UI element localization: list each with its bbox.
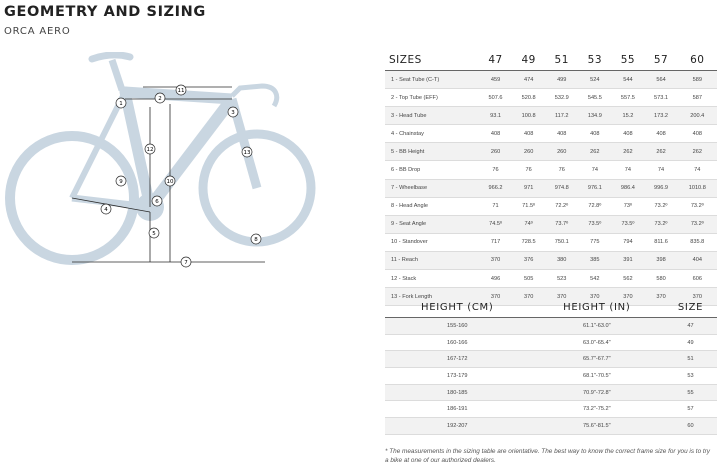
measurement-value: 408 — [578, 125, 611, 143]
measurement-value: 966.2 — [479, 179, 512, 197]
measurement-value: 370 — [678, 288, 717, 306]
measurement-value: 262 — [578, 143, 611, 161]
measurement-value: 408 — [611, 125, 644, 143]
measurement-value: 262 — [644, 143, 677, 161]
measurement-label: 3 - Head Tube — [385, 107, 479, 125]
geometry-row — [385, 161, 717, 179]
measurement-value: 717 — [479, 233, 512, 251]
measurement-value: 134.9 — [578, 107, 611, 125]
measurement-value: 580 — [644, 270, 677, 288]
height-row — [385, 351, 717, 368]
measurement-value: 74 — [578, 161, 611, 179]
geometry-row — [385, 143, 717, 161]
geometry-row — [385, 71, 717, 89]
measurement-value: 73.2º — [678, 197, 717, 215]
measurement-value: 100.8 — [512, 107, 545, 125]
measurement-label: 9 - Seat Angle — [385, 215, 479, 233]
measurement-value: 398 — [644, 251, 677, 269]
measurement-value: 370 — [611, 288, 644, 306]
height-in-header: HEIGHT (IN) — [530, 297, 664, 318]
measurement-value: 76 — [545, 161, 578, 179]
size-column-header: SIZE — [664, 297, 717, 318]
measurement-value: 76 — [479, 161, 512, 179]
size-header: 51 — [545, 50, 578, 71]
height-row — [385, 401, 717, 418]
measurement-value: 499 — [545, 71, 578, 89]
measurement-value: 811.6 — [644, 233, 677, 251]
measurement-value: 370 — [512, 288, 545, 306]
height-in-cell: 61.1"-63.0" — [530, 318, 664, 335]
measurement-value: 408 — [479, 125, 512, 143]
height-header-row — [385, 297, 717, 318]
size-header: 60 — [678, 50, 717, 71]
measurement-label: 2 - Top Tube (EFF) — [385, 89, 479, 107]
measurement-value: 408 — [644, 125, 677, 143]
page-subtitle: ORCA AERO — [4, 26, 71, 37]
measurement-value: 117.2 — [545, 107, 578, 125]
bike-silhouette — [10, 60, 311, 260]
height-in-cell: 70.9"-72.8" — [530, 384, 664, 401]
measurement-value: 73.7º — [545, 215, 578, 233]
svg-text:11: 11 — [177, 88, 185, 94]
seatpost — [112, 60, 122, 90]
handlebar — [232, 86, 277, 106]
measurement-value: 15.2 — [611, 107, 644, 125]
size-header: 53 — [578, 50, 611, 71]
measurement-value: 73.2º — [644, 215, 677, 233]
measurement-value: 74 — [644, 161, 677, 179]
page-title: GEOMETRY AND SIZING — [4, 4, 206, 20]
marker-5 — [149, 228, 159, 238]
measurement-value: 557.5 — [611, 89, 644, 107]
marker-12 — [145, 144, 155, 154]
measurement-value: 974.8 — [545, 179, 578, 197]
height-size-table — [385, 297, 717, 435]
geometry-row — [385, 125, 717, 143]
height-cm-cell: 186-191 — [385, 401, 530, 418]
marker-2 — [155, 93, 165, 103]
height-row — [385, 384, 717, 401]
measurement-value: 542 — [578, 270, 611, 288]
svg-text:5: 5 — [152, 231, 156, 237]
measurement-value: 370 — [479, 288, 512, 306]
svg-text:2: 2 — [158, 96, 162, 102]
measurement-value: 587 — [678, 89, 717, 107]
height-cm-cell: 173-179 — [385, 368, 530, 385]
measurement-value: 73.2º — [644, 197, 677, 215]
measurement-value: 524 — [578, 71, 611, 89]
measurement-value: 76 — [512, 161, 545, 179]
measurement-value: 71 — [479, 197, 512, 215]
measurement-value: 370 — [578, 288, 611, 306]
size-cell: 55 — [664, 384, 717, 401]
height-in-cell: 63.0"-65.4" — [530, 334, 664, 351]
size-cell: 47 — [664, 318, 717, 335]
footnote: * The measurements in the sizing table are orientative. The best way to know the correct frame size for you is to try a bike at one of our authorized dealers. — [385, 448, 711, 464]
measurement-value: 976.1 — [578, 179, 611, 197]
svg-text:3: 3 — [231, 110, 235, 116]
height-cm-cell: 155-160 — [385, 318, 530, 335]
marker-1 — [116, 98, 126, 108]
geometry-row — [385, 215, 717, 233]
measurement-value: 606 — [678, 270, 717, 288]
height-cm-cell: 167-172 — [385, 351, 530, 368]
saddle — [92, 55, 130, 59]
measurement-label: 7 - Wheelbase — [385, 179, 479, 197]
measurement-label: 6 - BB Drop — [385, 161, 479, 179]
measurement-value: 72.2º — [545, 197, 578, 215]
height-row — [385, 334, 717, 351]
measurement-label: 4 - Chainstay — [385, 125, 479, 143]
measurement-value: 262 — [611, 143, 644, 161]
size-cell: 51 — [664, 351, 717, 368]
geometry-row — [385, 197, 717, 215]
size-cell: 49 — [664, 334, 717, 351]
height-in-cell: 65.7"-67.7" — [530, 351, 664, 368]
bike-geometry-diagram — [0, 52, 372, 277]
marker-6 — [152, 196, 162, 206]
geometry-table-body — [385, 71, 717, 306]
svg-text:1: 1 — [119, 101, 123, 107]
measurement-value: 474 — [512, 71, 545, 89]
sizes-label: SIZES — [385, 50, 479, 71]
measurement-value: 1010.8 — [678, 179, 717, 197]
geometry-table — [385, 50, 717, 306]
height-row — [385, 418, 717, 435]
measurement-value: 260 — [545, 143, 578, 161]
height-cm-cell: 180-185 — [385, 384, 530, 401]
geometry-row — [385, 107, 717, 125]
height-row — [385, 318, 717, 335]
measurement-value: 73.5º — [611, 215, 644, 233]
measurement-label: 11 - Reach — [385, 251, 479, 269]
measurement-value: 408 — [678, 125, 717, 143]
measurement-value: 74.5º — [479, 215, 512, 233]
measurement-value: 523 — [545, 270, 578, 288]
svg-text:8: 8 — [254, 237, 258, 243]
measurement-value: 750.1 — [545, 233, 578, 251]
measurement-value: 74 — [611, 161, 644, 179]
measurement-value: 562 — [611, 270, 644, 288]
geometry-row — [385, 89, 717, 107]
measurement-value: 380 — [545, 251, 578, 269]
size-header: 47 — [479, 50, 512, 71]
size-cell: 53 — [664, 368, 717, 385]
measurement-label: 5 - BB Height — [385, 143, 479, 161]
measurement-value: 73.5º — [578, 215, 611, 233]
size-header: 55 — [611, 50, 644, 71]
svg-text:4: 4 — [104, 207, 108, 213]
height-table-body — [385, 318, 717, 435]
svg-text:9: 9 — [119, 179, 123, 185]
measurement-value: 260 — [512, 143, 545, 161]
marker-10 — [165, 176, 175, 186]
measurement-value: 545.5 — [578, 89, 611, 107]
measurement-value: 544 — [611, 71, 644, 89]
measurement-value: 507.6 — [479, 89, 512, 107]
measurement-value: 200.4 — [678, 107, 717, 125]
measurement-label: 12 - Stack — [385, 270, 479, 288]
measurement-value: 532.9 — [545, 89, 578, 107]
measurement-value: 794 — [611, 233, 644, 251]
measurement-value: 391 — [611, 251, 644, 269]
measurement-label: 1 - Seat Tube (C-T) — [385, 71, 479, 89]
measurement-value: 74º — [512, 215, 545, 233]
measurement-value: 835.8 — [678, 233, 717, 251]
measurement-value: 370 — [644, 288, 677, 306]
size-header: 57 — [644, 50, 677, 71]
height-row — [385, 368, 717, 385]
geometry-row — [385, 179, 717, 197]
marker-11 — [176, 85, 186, 95]
measurement-value: 71.5º — [512, 197, 545, 215]
height-cm-header: HEIGHT (CM) — [385, 297, 530, 318]
measurement-value: 775 — [578, 233, 611, 251]
measurement-value: 404 — [678, 251, 717, 269]
measurement-value: 971 — [512, 179, 545, 197]
measurement-value: 408 — [512, 125, 545, 143]
geometry-header-row — [385, 50, 717, 71]
measurement-value: 520.8 — [512, 89, 545, 107]
size-cell: 60 — [664, 418, 717, 435]
svg-text:12: 12 — [146, 147, 154, 153]
measurement-label: 13 - Fork Length — [385, 288, 479, 306]
size-header: 49 — [512, 50, 545, 71]
marker-13 — [242, 147, 252, 157]
measurement-value: 496 — [479, 270, 512, 288]
svg-text:7: 7 — [184, 260, 188, 266]
measurement-value: 589 — [678, 71, 717, 89]
marker-9 — [116, 176, 126, 186]
measurement-value: 986.4 — [611, 179, 644, 197]
measurement-value: 73º — [611, 197, 644, 215]
geometry-row — [385, 233, 717, 251]
measurement-value: 73.2º — [678, 215, 717, 233]
height-cm-cell: 160-166 — [385, 334, 530, 351]
geometry-row — [385, 251, 717, 269]
measurement-value: 996.9 — [644, 179, 677, 197]
svg-text:10: 10 — [166, 179, 174, 185]
marker-8 — [251, 234, 261, 244]
measurement-value: 173.2 — [644, 107, 677, 125]
measurement-value: 72.8º — [578, 197, 611, 215]
measurement-label: 8 - Head Angle — [385, 197, 479, 215]
marker-4 — [101, 204, 111, 214]
measurement-value: 459 — [479, 71, 512, 89]
measurement-value: 93.1 — [479, 107, 512, 125]
measurement-value: 376 — [512, 251, 545, 269]
measurement-value: 74 — [678, 161, 717, 179]
marker-3 — [228, 107, 238, 117]
measurement-label: 10 - Standover — [385, 233, 479, 251]
height-in-cell: 73.2"-75.2" — [530, 401, 664, 418]
measurement-value: 408 — [545, 125, 578, 143]
measurement-value: 564 — [644, 71, 677, 89]
size-cell: 57 — [664, 401, 717, 418]
height-in-cell: 68.1"-70.5" — [530, 368, 664, 385]
measurement-value: 505 — [512, 270, 545, 288]
svg-text:13: 13 — [243, 150, 251, 156]
measurement-value: 370 — [479, 251, 512, 269]
geometry-row — [385, 270, 717, 288]
measurement-value: 262 — [678, 143, 717, 161]
svg-text:6: 6 — [155, 199, 159, 205]
measurement-value: 260 — [479, 143, 512, 161]
height-cm-cell: 192-207 — [385, 418, 530, 435]
measurement-value: 573.1 — [644, 89, 677, 107]
measurement-value: 728.5 — [512, 233, 545, 251]
measurement-value: 370 — [545, 288, 578, 306]
height-in-cell: 75.6"-81.5" — [530, 418, 664, 435]
marker-7 — [181, 257, 191, 267]
measurement-value: 385 — [578, 251, 611, 269]
